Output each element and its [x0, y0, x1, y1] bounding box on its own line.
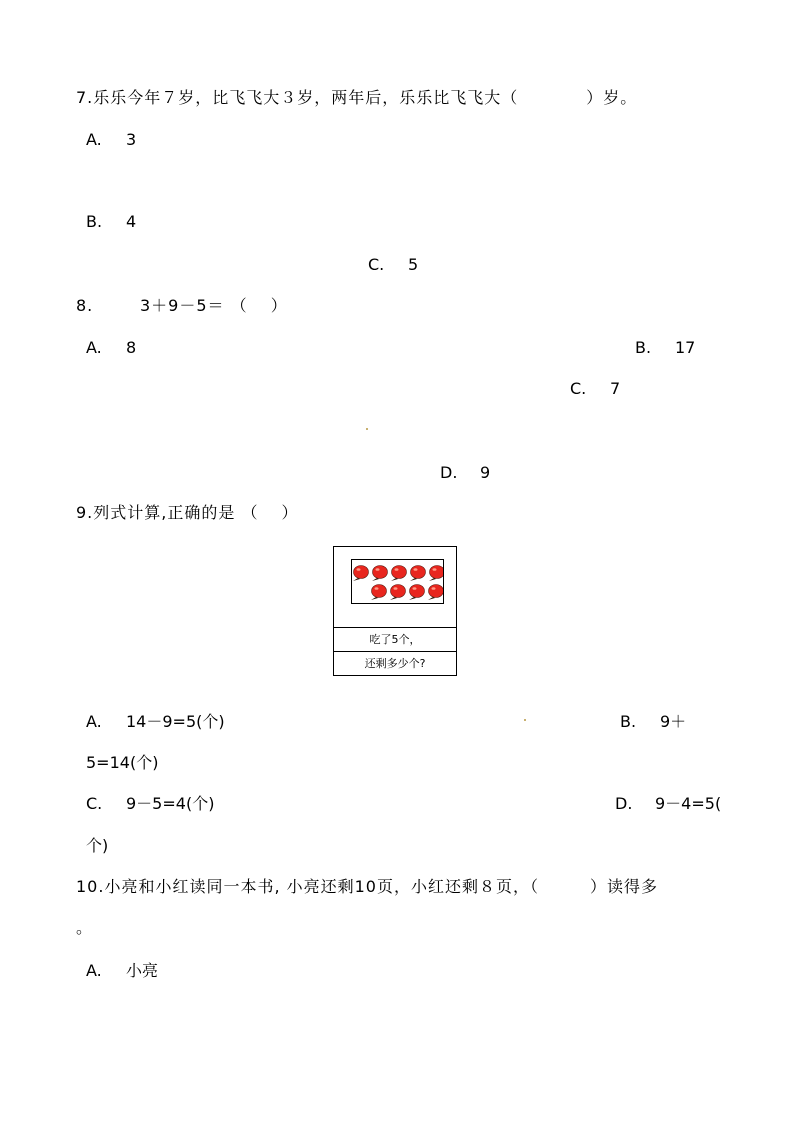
option-text: 小亮 — [126, 961, 159, 980]
q7-stem: 7.乐乐今年７岁，比飞飞大３岁，两年后，乐乐比飞飞大（ ）岁。 — [76, 88, 638, 107]
fruit-icon — [410, 566, 426, 582]
q7-option-c[interactable] — [368, 255, 418, 275]
q9-stem: 9.列式计算,正确的是 （ ） — [76, 503, 299, 522]
q7-option-b[interactable] — [86, 212, 136, 232]
figure-caption-eaten: 吃了5个， — [334, 628, 456, 652]
option-text: 14－9=5(个) — [126, 712, 225, 731]
option-text: 9 — [480, 463, 491, 482]
option-label: C. — [368, 255, 385, 274]
q9-figure — [333, 546, 457, 676]
fruit-icon — [409, 585, 425, 601]
q10-stem-tail: 。 — [76, 918, 94, 937]
q7-option-a[interactable] — [86, 130, 136, 150]
option-label: A. — [86, 130, 102, 149]
fruit-icon — [428, 585, 443, 601]
q9-option-d[interactable] — [615, 794, 721, 814]
option-text: 9－5=4(个) — [126, 794, 215, 813]
option-text: 9－4=5( — [655, 794, 722, 813]
fruit-icon — [372, 566, 388, 582]
option-text: 7 — [610, 379, 621, 398]
fruit-icon — [391, 566, 407, 582]
q8-option-c[interactable] — [570, 379, 620, 399]
option-text: 17 — [675, 338, 696, 357]
speck-mark — [524, 719, 526, 721]
option-label: D. — [440, 463, 458, 482]
fruit-icon — [353, 566, 369, 582]
fruit-icon — [371, 585, 387, 601]
fruit-panel — [334, 547, 456, 628]
q8-number: 8. — [76, 296, 94, 315]
q10-option-a[interactable] — [86, 961, 158, 981]
option-label: A. — [86, 961, 102, 980]
q10-stem: 10.小亮和小红读同一本书, 小亮还剩10页，小红还剩８页，（ ）读得多 — [76, 877, 658, 896]
option-label: D. — [615, 794, 633, 813]
q8-expression: 3＋9－5＝ （ ） — [140, 296, 288, 315]
option-label: B. — [635, 338, 652, 357]
option-label: B. — [86, 212, 103, 231]
figure-caption-question: 还剩多少个? — [364, 657, 426, 670]
option-text: 8 — [126, 338, 137, 357]
q9-option-a[interactable] — [86, 712, 225, 732]
q8-option-d[interactable] — [440, 463, 490, 483]
speck-mark — [366, 428, 368, 430]
fruit-box — [351, 559, 444, 604]
option-label: C. — [570, 379, 587, 398]
option-label: B. — [620, 712, 637, 731]
option-text: 5=14(个) — [86, 753, 159, 772]
fruit-illustration — [352, 560, 443, 603]
option-label: C. — [86, 794, 103, 813]
option-text: 5 — [408, 255, 419, 274]
q8-option-b[interactable] — [635, 338, 695, 358]
option-label: A. — [86, 712, 102, 731]
q9-option-c[interactable] — [86, 794, 214, 814]
q8-option-a[interactable] — [86, 338, 136, 358]
option-text: 3 — [126, 130, 137, 149]
option-text: 个) — [86, 836, 109, 855]
q9-option-b-continued — [86, 753, 158, 773]
q9-option-d-continued — [86, 836, 108, 856]
option-text: 4 — [126, 212, 137, 231]
fruit-icon — [429, 566, 443, 582]
option-text: 9＋ — [660, 712, 687, 731]
fruit-icon — [390, 585, 406, 601]
q9-option-b[interactable] — [620, 712, 686, 732]
option-label: A. — [86, 338, 102, 357]
